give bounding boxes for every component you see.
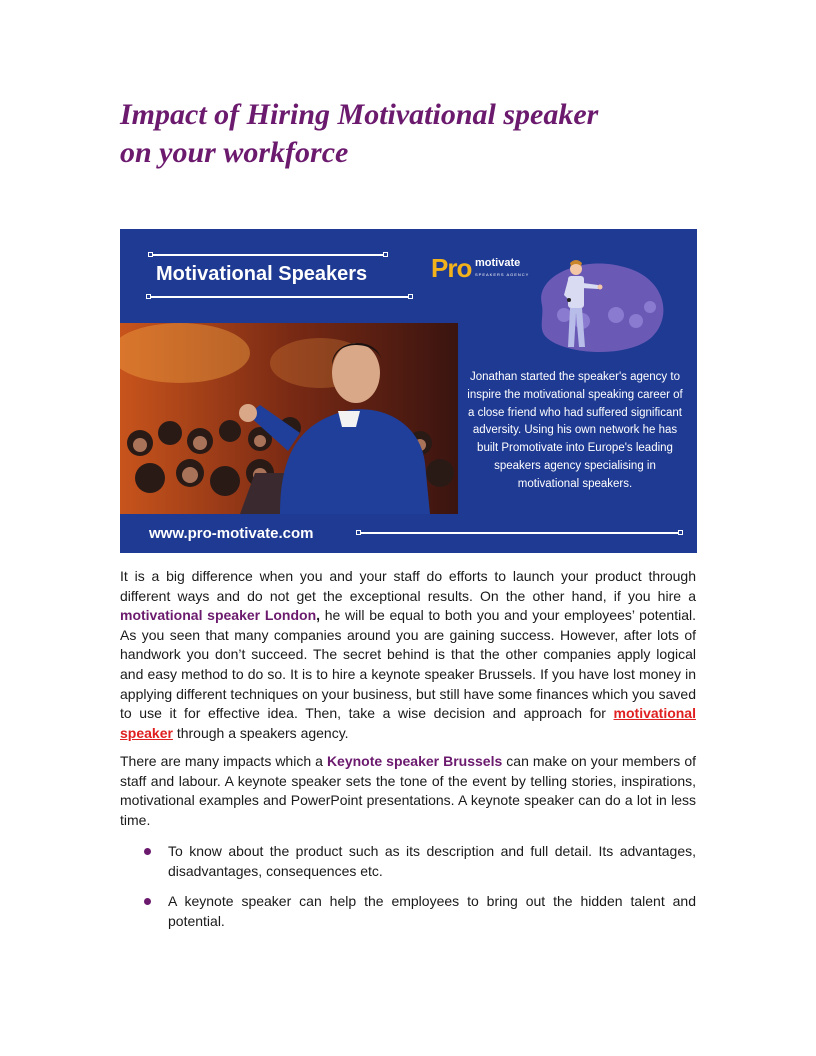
list-item [143,892,696,931]
bullet-icon [144,898,151,905]
paragraph-1-text: It is a big difference when you and your staff do efforts to launch your product through different ways and do not get the exceptional results. On the other hand, if you hire a [120,568,696,604]
bullet-list [143,842,696,931]
keyword-comma: , [316,607,321,624]
banner-frame-dot [678,530,683,535]
logo-subtitle: SPEAKERS AGENCY [475,272,530,277]
logo-pro-text: Pro [431,253,472,283]
banner-frame-line [358,532,680,534]
banner-frame-line [150,254,386,256]
list-item-text: A keynote speaker can help the employees to bring out the hidden talent and potential. [168,893,696,929]
paragraph-2 [120,752,696,830]
paragraph-2-text: There are many impacts which a [120,753,327,769]
banner-website-url: www.pro-motivate.com [149,525,314,542]
banner-heading: Motivational Speakers [156,263,368,285]
title-line-2: on your workforce [120,136,349,169]
speaker-photo [120,323,458,514]
keyword-keynote-speaker-brussels: Keynote speaker Brussels [326,753,503,769]
promo-banner [120,229,697,553]
paragraph-1-text: he will be equal to both you and your employees’ potential. As you seen that many companies around you are gaining success. However, after lots of handwork you don’t succeed. The secret behind is that the other companies apply logical and easy method to do so. It is to hire a keynote speaker Brussels. If you have lost money in applying different techniques on your business, but still have some finances which you saved to use it for effective idea. Then, take a wise decision and approach for [120,607,696,722]
speaker-illustration-icon [524,255,674,355]
banner-frame-dot [356,530,361,535]
list-item [143,842,696,881]
banner-frame-dot [148,252,153,257]
paragraph-2-text: can make on your members of staff and labour. A keynote speaker sets the tone of the event by telling stories, inspirations, motivational examples and PowerPoint presentations. A keynote speaker can do a lot in less time. [120,753,696,828]
banner-frame-line [148,296,410,298]
logo-motivate-text: motivate [475,257,521,269]
paragraph-1 [120,567,696,743]
banner-frame-dot [408,294,413,299]
bullet-icon [144,848,151,855]
motivational-speaker-link[interactable]: motivational speaker [120,705,696,741]
page-title [120,96,720,172]
title-line-1: Impact of Hiring Motivational speaker [120,98,599,131]
list-item-text: To know about the product such as its description and full detail. Its advantages, disadvantages, consequences etc. [168,843,696,879]
keyword-motivational-speaker-london: motivational speaker London [120,607,317,624]
banner-frame-dot [146,294,151,299]
banner-frame-dot [383,252,388,257]
paragraph-1-text: through a speakers agency. [172,724,349,741]
banner-bio-text: Jonathan started the speaker's agency to inspire the motivational speaking career of a close friend who had suffered significant adversity. Using his own network he has built Promotivate into Europe's leading speakers agency specialising in motivational speakers. [467,371,683,490]
